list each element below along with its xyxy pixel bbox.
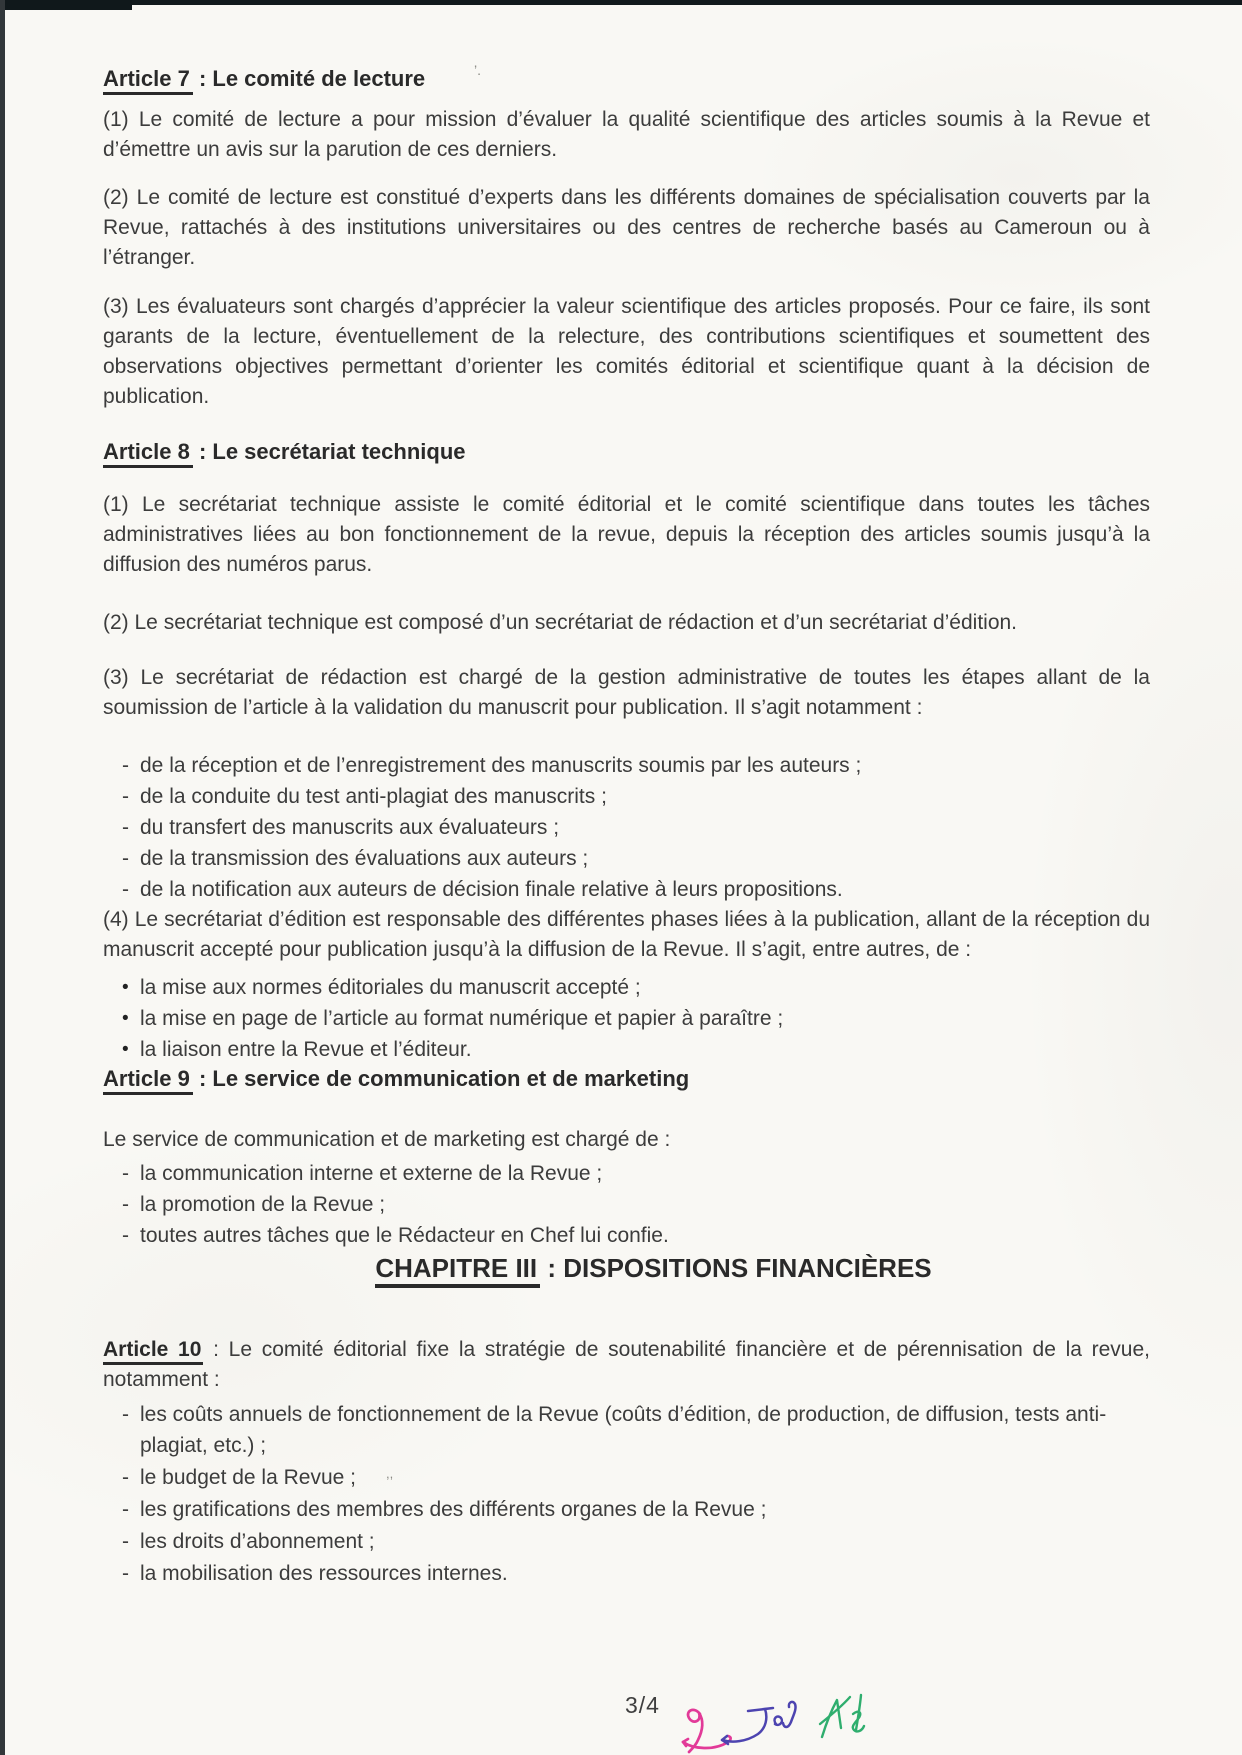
article-10-paragraph (103, 1335, 1150, 1395)
list-item-text: la promotion de la Revue ; (140, 1193, 386, 1216)
dash-marker: - (122, 754, 129, 777)
chapter-3-heading (103, 1251, 1150, 1285)
list-item (103, 812, 1150, 843)
list-item-text: la liaison entre la Revue et l’éditeur. (140, 1038, 472, 1061)
article-8-paragraph-2: (2) Le secrétariat technique est composé d’un secrétariat de rédaction et d’un secrétariat d’édition. (103, 611, 1018, 634)
list-item (103, 843, 1150, 874)
article-9-label: Article 9 (103, 1066, 193, 1095)
handwritten-initials-pink-icon (683, 1710, 731, 1752)
dash-marker: - (122, 1403, 129, 1426)
list-item-text: de la réception et de l’enregistrement des manuscrits soumis par les auteurs ; (140, 754, 862, 777)
list-item-text: le budget de la Revue ; (140, 1466, 356, 1489)
handwritten-initials-green-icon (820, 1695, 864, 1737)
list-item (103, 1158, 1150, 1189)
list-item-text: de la transmission des évaluations aux auteurs ; (140, 847, 589, 870)
dash-marker: - (122, 1224, 129, 1247)
dash-marker: - (122, 1193, 129, 1216)
bullet-marker: • (122, 1008, 129, 1029)
list-item (103, 750, 1150, 781)
article-7-title: Le comité de lecture (212, 66, 426, 91)
list-item (103, 1220, 1150, 1251)
article-7-heading (103, 65, 1150, 93)
communication-tasks-list (103, 1158, 1150, 1251)
list-item (103, 1558, 1150, 1589)
dash-marker: - (122, 847, 129, 870)
bullet-marker: • (122, 977, 129, 998)
article-9-title: Le service de communication et de marketing (212, 1066, 690, 1091)
list-item (103, 1526, 1150, 1557)
article-8-paragraph-1: (1) Le secrétariat technique assiste le comité éditorial et le comité scientifique dans toutes les tâches administratives liées au bon fonctionnement de la revue, depuis la réception des articles soumis jusqu’à la diffusion des numéros parus. (103, 493, 1150, 576)
article-8-heading (103, 438, 1150, 466)
dash-marker: - (122, 1562, 129, 1585)
redaction-tasks-list (103, 750, 1150, 905)
article-10-text: : Le comité éditorial fixe la stratégie de soutenabilité financière et de pérennisation de la revue, notamment : (103, 1338, 1150, 1391)
list-item (103, 781, 1150, 812)
article-7-label: Article 7 (103, 66, 193, 95)
list-item (103, 1462, 1150, 1493)
article-7-paragraph-1: (1) Le comité de lecture a pour mission d’évaluer la qualité scientifique des articles soumis à la Revue et d’émettre un avis sur la parution de ces derniers. (103, 108, 1150, 161)
list-item-text: les droits d’abonnement ; (140, 1530, 375, 1553)
chapter-3-label: CHAPITRE III (375, 1253, 540, 1288)
list-item (103, 972, 1150, 1003)
article-8-title: Le secrétariat technique (212, 439, 466, 464)
list-item-text: la mise aux normes éditoriales du manuscrit accepté ; (140, 976, 641, 999)
list-item (103, 1189, 1150, 1220)
scan-artifact: ’. (474, 62, 481, 78)
page-number: 3/4 (625, 1692, 660, 1718)
list-item-text: la communication interne et externe de la Revue ; (140, 1162, 603, 1185)
list-item-text: les gratifications des membres des différents organes de la Revue ; (140, 1498, 767, 1521)
page-content (103, 65, 1150, 1590)
list-item (103, 1494, 1150, 1525)
list-item-text: de la notification aux auteurs de décision finale relative à leurs propositions. (140, 878, 843, 901)
dash-marker: - (122, 816, 129, 839)
bullet-marker: • (122, 1039, 129, 1060)
article-8-separator: : (192, 439, 213, 464)
article-7-separator: : (192, 66, 213, 91)
financial-items-list (103, 1399, 1150, 1589)
article-9-heading (103, 1065, 1150, 1093)
dash-marker: - (122, 878, 129, 901)
chapter-3-title: : DISPOSITIONS FINANCIÈRES (540, 1253, 932, 1283)
scan-border-top-left (0, 0, 132, 10)
article-7-paragraph-2: (2) Le comité de lecture est constitué d’experts dans les différents domaines de spécialisation couverts par la Revue, rattachés à des institutions universitaires ou des centres de recherche basés au Cameroun ou à l’étranger. (103, 186, 1150, 269)
dash-marker: - (122, 785, 129, 808)
dash-marker: - (122, 1162, 129, 1185)
list-item-text: les coûts annuels de fonctionnement de la Revue (coûts d’édition, de production, de diffusion, tests anti-plagiat, etc.) ; (140, 1403, 1107, 1457)
scan-border-top (0, 0, 1242, 5)
article-9-intro: Le service de communication et de marketing est chargé de : (103, 1128, 671, 1151)
article-8-label: Article 8 (103, 439, 193, 468)
dash-marker: - (122, 1530, 129, 1553)
handwritten-annotations (670, 1680, 880, 1755)
list-item-text: du transfert des manuscrits aux évaluateurs ; (140, 816, 560, 839)
article-10-label: Article 10 (103, 1338, 203, 1365)
list-item-text: la mise en page de l’article au format numérique et papier à paraître ; (140, 1007, 784, 1030)
article-9-separator: : (192, 1066, 213, 1091)
list-item (103, 1003, 1150, 1034)
list-item-text: toutes autres tâches que le Rédacteur en Chef lui confie. (140, 1224, 669, 1247)
article-8-paragraph-4: (4) Le secrétariat d’édition est responsable des différentes phases liées à la publication, allant de la réception du manuscrit accepté pour publication jusqu’à la diffusion de la Revue. Il s’agit, entre autres, de : (103, 908, 1150, 961)
dash-marker: - (122, 1466, 129, 1489)
handwritten-initials-blue-icon (722, 1702, 796, 1744)
list-item (103, 1034, 1150, 1065)
scan-border-left (0, 0, 5, 1755)
dash-marker: - (122, 1498, 129, 1521)
edition-tasks-list (103, 972, 1150, 1065)
list-item (103, 1399, 1150, 1461)
list-item-text: la mobilisation des ressources internes. (140, 1562, 508, 1585)
article-8-paragraph-3: (3) Le secrétariat de rédaction est chargé de la gestion administrative de toutes les étapes allant de la soumission de l’article à la validation du manuscrit pour publication. Il s’agit notamment : (103, 666, 1150, 719)
scan-artifact: ,, (386, 1466, 394, 1481)
article-7-paragraph-3: (3) Les évaluateurs sont chargés d’apprécier la valeur scientifique des articles proposés. Pour ce faire, ils sont garants de la lecture, éventuellement de la relecture, des contributions scientifiques et soumettent des observations objectives permettant d’orienter les comités éditorial et scientifique quant à la décision de publication. (103, 295, 1150, 408)
list-item (103, 874, 1150, 905)
list-item-text: de la conduite du test anti-plagiat des manuscrits ; (140, 785, 607, 808)
